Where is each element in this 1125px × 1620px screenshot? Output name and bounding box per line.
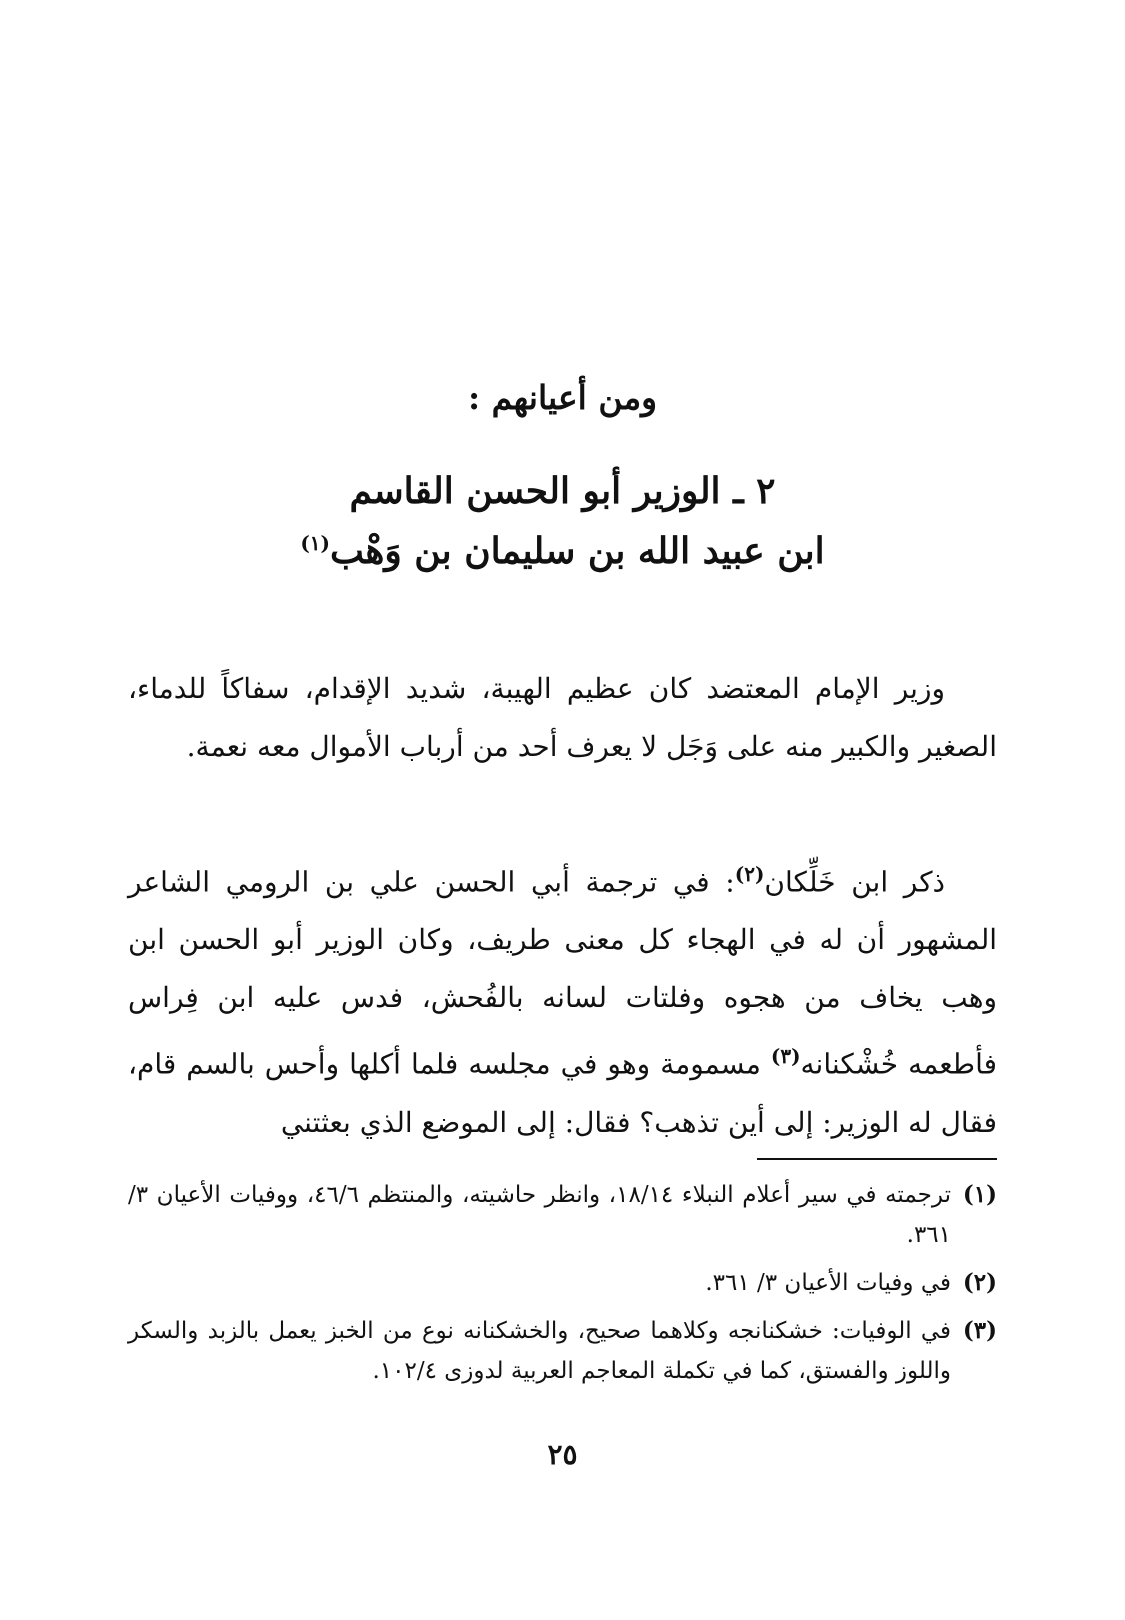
footnote-number: (١) [962,1181,997,1208]
paragraph-2-text-a: ذكر ابن خَلِّكان [764,865,945,899]
entry-title-line-2 [0,530,1125,572]
footnote-number: (٣) [962,1317,997,1344]
paragraph-2-text-c: مسمومة وهو في مجلسه فلما أكلها وأحس بالسم قام، فقال له الوزير: إلى أين تذهب؟ فقال: إلى الموضع الذي بعثتني [128,1047,997,1139]
body-paragraph-1: وزير الإمام المعتضد كان عظيم الهيبة، شديد الإقدام، سفاكاً للدماء، الصغير والكبير منه على وَجَل لا يعرف أحد من أرباب الأموال معه نعمة. [128,672,997,763]
footnote-divider [757,1158,997,1160]
footnote-text: ترجمته في سير أعلام النبلاء ١٨/١٤، وانظر حاشيته، والمنتظم ٤٦/٦، ووفيات الأعيان ٣/ ٣٦١. [128,1182,951,1248]
entry-title-line-2-text: ابن عبيد الله بن سليمان بن وَهْب [330,530,825,572]
body-paragraph-2 [128,845,997,1152]
footnote-item [128,1311,997,1391]
page-number: ٢٥ [547,1438,578,1471]
paragraph-2-text-b: : في ترجمة أبي الحسن علي بن الرومي الشاعر المشهور أن له في الهجاء كل معنى طريف، وكان الوزير أبو الحسن ابن وهب يخاف من هجوه وفلتات لسانه بالفُحش، فدس عليه ابن فِراس فأطعمه خُشْكنانه [128,865,997,1081]
footnote-item [128,1175,997,1255]
footnotes-section [128,1175,997,1399]
section-intro-heading: ومن أعيانهم : [467,378,658,417]
entry-title-line-1: ٢ ـ الوزير أبو الحسن القاسم [349,470,776,512]
footnote-ref-2: (٢) [734,862,765,886]
footnote-text: في الوفيات: خشكنانجه وكلاهما صحيح، والخشكنانه نوع من الخبز يعمل بالزبد والسكر واللوز والفستق، كما في تكملة المعاجم العربية لدوزى ١٠٢/٤. [128,1318,951,1384]
footnote-number: (٢) [962,1269,997,1296]
footnote-ref-1: (١) [300,531,331,555]
footnote-ref-3: (٣) [770,1044,801,1069]
footnote-item [128,1263,997,1303]
footnote-text: في وفيات الأعيان ٣/ ٣٦١. [705,1270,951,1296]
